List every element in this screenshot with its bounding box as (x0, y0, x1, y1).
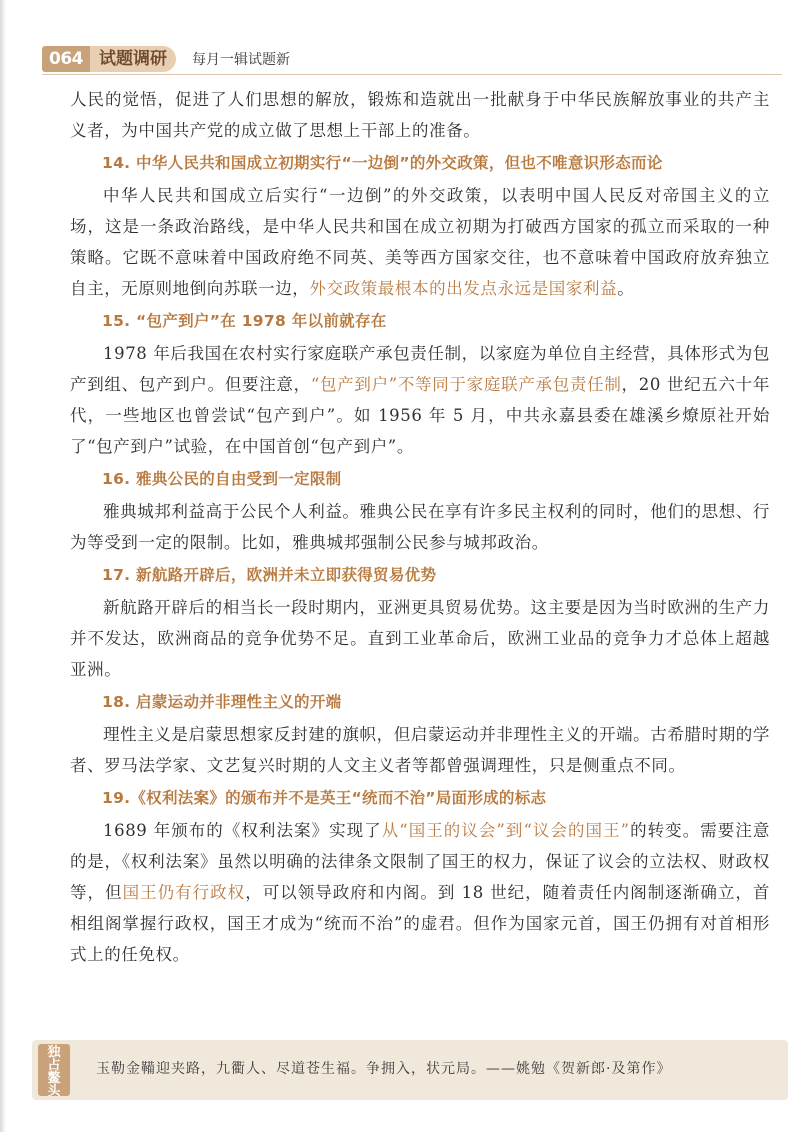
item-15-highlight: “包产到户”不等同于家庭联产承包责任制 (310, 375, 622, 394)
item-16-paragraph (70, 496, 770, 558)
intro-paragraph: 人民的觉悟，促进了人们思想的解放，锻炼和造就出一批献身于中华民族解放事业的共产主义者，为中国共产党的成立做了思想上干部上的准备。 (70, 90, 770, 140)
header-divider (42, 74, 782, 75)
item-19-paragraph (70, 815, 770, 970)
item-18-heading: 18. 启蒙运动并非理性主义的开端 (102, 693, 342, 711)
item-15-text-a: 1978 年后我国在农村实行家庭联产承包责任制，以家庭为单位自主经营，具体形式为包产到组、包产到户。但要注意， (70, 344, 770, 394)
item-14-paragraph (70, 180, 770, 304)
item-14-heading: 14. 中华人民共和国成立初期实行“一边倒”的外交政策，但也不唯意识形态而论 (102, 154, 663, 172)
footer-tag-text: 独占鳌头 (47, 1045, 61, 1099)
section-title: 试题调研 (90, 46, 176, 72)
item-18-paragraph (70, 719, 770, 781)
item-19-text-a: 1689 年颁布的《权利法案》实现了 (103, 821, 382, 840)
item-14-text-a: 中华人民共和国成立后实行“一边倒”的外交政策，以表明中国人民反对帝国主义的立场，这是一条政治路线，是中华人民共和国在成立初期为打破西方国家的孤立而采取的一种策略。它既不意味着中国政府绝不同英、美等西方国家交往，也不意味着中国政府放弃独立自主，无原则地倒向苏联一边， (70, 186, 770, 298)
item-17-paragraph (70, 592, 770, 685)
item-18-text-a: 理性主义是启蒙思想家反封建的旗帜，但启蒙运动并非理性主义的开端。古希腊时期的学者、罗马法学家、文艺复兴时期的人文主义者等都曾强调理性，只是侧重点不同。 (70, 725, 770, 775)
item-15-text-b: ，20 世纪五六十年代，一些地区也曾尝试“包产到户”。如 1956 年 5 月，中共永嘉县委在雄溪乡燎原社开始了“包产到户”试验，在中国首创“包产到户”。 (70, 375, 770, 456)
footer-tag (38, 1044, 70, 1099)
item-16-heading: 16. 雅典公民的自由受到一定限制 (102, 470, 342, 488)
item-17-heading: 17. 新航路开辟后，欧洲并未立即获得贸易优势 (102, 566, 437, 584)
item-14-highlight: 外交政策最根本的出发点永远是国家利益 (309, 279, 618, 298)
item-15-paragraph (70, 338, 770, 462)
section-subtitle: 每月一辑试题新 (192, 52, 290, 68)
item-17-text-a: 新航路开辟后的相当长一段时期内，亚洲更具贸易优势。这主要是因为当时欧洲的生产力并不发达，欧洲商品的竞争优势不足。直到工业革命后，欧洲工业品的竞争力才总体上超越亚洲。 (70, 598, 770, 679)
item-19-highlight-2: 国王仍有行政权 (122, 883, 246, 902)
item-19-heading: 19.《权利法案》的颁布并不是英王“统而不治”局面形成的标志 (102, 789, 547, 807)
item-16-text-a: 雅典城邦利益高于公民个人利益。雅典公民在享有许多民主权利的同时，他们的思想、行为等受到一定的限制。比如，雅典城邦强制公民参与城邦政治。 (70, 502, 770, 552)
footer-quote: 玉勒金鞴迎夹路，九衢人、尽道苍生福。争拥入，状元局。——姚勉《贺新郎·及第作》 (96, 1061, 672, 1077)
article-body (70, 84, 770, 970)
item-14-text-b: 。 (617, 279, 635, 298)
page-edge-shadow (0, 0, 6, 1132)
item-19-highlight: 从“国王的议会”到“议会的国王” (381, 821, 630, 840)
page-number: 064 (42, 46, 90, 72)
item-19-text-c: ，可以领导政府和内阁。到 18 世纪，随着责任内阁制逐渐确立，首相组阁掌握行政权，国王才成为“统而不治”的虚君。但作为国家元首，国王仍拥有对首相形式上的任免权。 (70, 883, 770, 964)
footer-quote-bar (32, 1040, 788, 1100)
page-header (42, 46, 782, 74)
item-15-heading: 15. “包产到户”在 1978 年以前就存在 (102, 312, 387, 330)
item-19-text-b: 的转变。需要注意的是，《权利法案》虽然以明确的法律条文限制了国王的权力，保证了议会的立法权、财政权等，但 (70, 821, 770, 902)
